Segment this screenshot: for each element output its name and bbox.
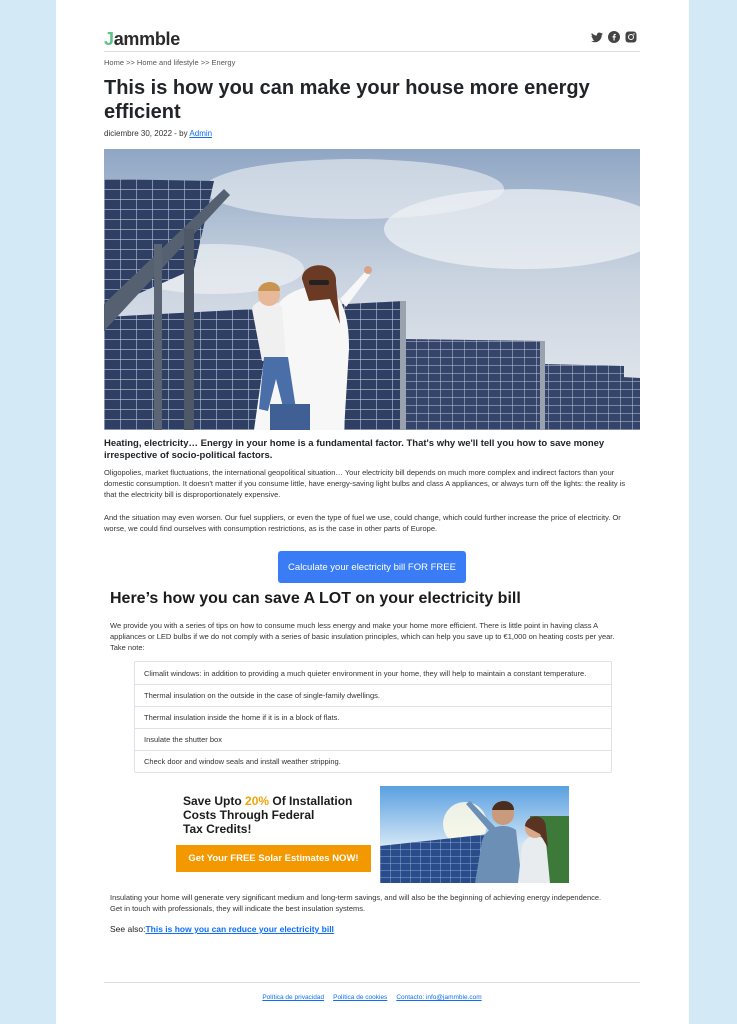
see-also-link[interactable]: This is how you can reduce your electricity bill (145, 924, 334, 934)
instagram-icon[interactable] (625, 31, 637, 43)
privacy-policy-link[interactable]: Política de privacidad (262, 994, 325, 1001)
see-also-label: See also: (110, 924, 146, 934)
paragraph-4: Insulating your home will generate very significant medium and long-term savings, and will also be the beginning of achieving energy independence. Get in touch with professionals, they will indicate the best insulation systems. (110, 893, 602, 913)
paragraph-2: And the situation may even worsen. Our fuel suppliers, or even the type of fuel we use, could change, which could further increase the price of electricity. Or worse, we could find ourselves with consumption restrictions, as is the case in other parts of Europe. (104, 513, 621, 533)
solar-estimates-button[interactable]: Get Your FREE Solar Estimates NOW! (176, 845, 371, 872)
list-item: Check door and window seals and install weather stripping. (135, 750, 611, 772)
ad-headline: Save Upto 20% Of Installation Costs Through Federal Tax Credits! (183, 794, 353, 836)
list-item: Insulate the shutter box (135, 728, 611, 750)
list-item: Thermal insulation on the outside in the case of single-family dwellings. (135, 684, 611, 706)
page (56, 0, 689, 1024)
site-logo[interactable]: Jammble (104, 29, 180, 49)
solar-ad-banner[interactable] (174, 786, 569, 883)
site-footer (104, 982, 640, 1003)
paragraph-3: We provide you with a series of tips on how to consume much less energy and make your home more efficient. There is little point in having class A appliances or LED bulbs if we do not comply with a series of basic insulation principles, which can help you save up to €1,000 on heating costs per year. Take note: (110, 621, 615, 652)
section-heading: Here’s how you can save A LOT on your electricity bill (110, 590, 521, 607)
footer-links (104, 994, 640, 1001)
site-header (104, 28, 640, 52)
list-item: Thermal insulation inside the home if it is in a block of flats. (135, 706, 611, 728)
social-links (591, 31, 637, 43)
cookie-policy-link[interactable]: Política de cookies (333, 994, 388, 1001)
see-also (110, 924, 334, 934)
article-lead: Heating, electricity… Energy in your home is a fundamental factor. That's why we'll tell you how to save money irrespective of socio-political factors. (104, 438, 605, 461)
hero-image (104, 149, 640, 430)
calculate-bill-button[interactable]: Calculate your electricity bill FOR FREE (278, 551, 466, 583)
article-by: - by (174, 129, 188, 138)
facebook-icon[interactable] (608, 31, 620, 43)
article-meta (104, 129, 212, 138)
list-item: Climalit windows: in addition to providing a much quieter environment in your home, they will help to maintain a constant temperature. (144, 669, 587, 678)
ad-image (380, 786, 569, 883)
author-link[interactable]: Admin (189, 129, 213, 138)
article-title: This is how you can make your house more energy efficient (104, 77, 590, 123)
tips-list (134, 661, 612, 773)
article-date: diciembre 30, 2022 (104, 129, 173, 138)
twitter-icon[interactable] (591, 31, 603, 43)
paragraph-1: Oligopolies, market fluctuations, the international geopolitical situation… Your electricity bill depends on much more complex and indirect factors than your domestic consumption. It doesn't matter if you consume little, have energy-saving light bulbs and class A appliances, or always turn off the lights: the reality is that the electricity bill is disproportionately expensive. (104, 468, 626, 499)
breadcrumb[interactable]: Home >> Home and lifestyle >> Energy (104, 58, 236, 67)
contact-link[interactable]: Contacto: info@jammble.com (396, 994, 482, 1001)
